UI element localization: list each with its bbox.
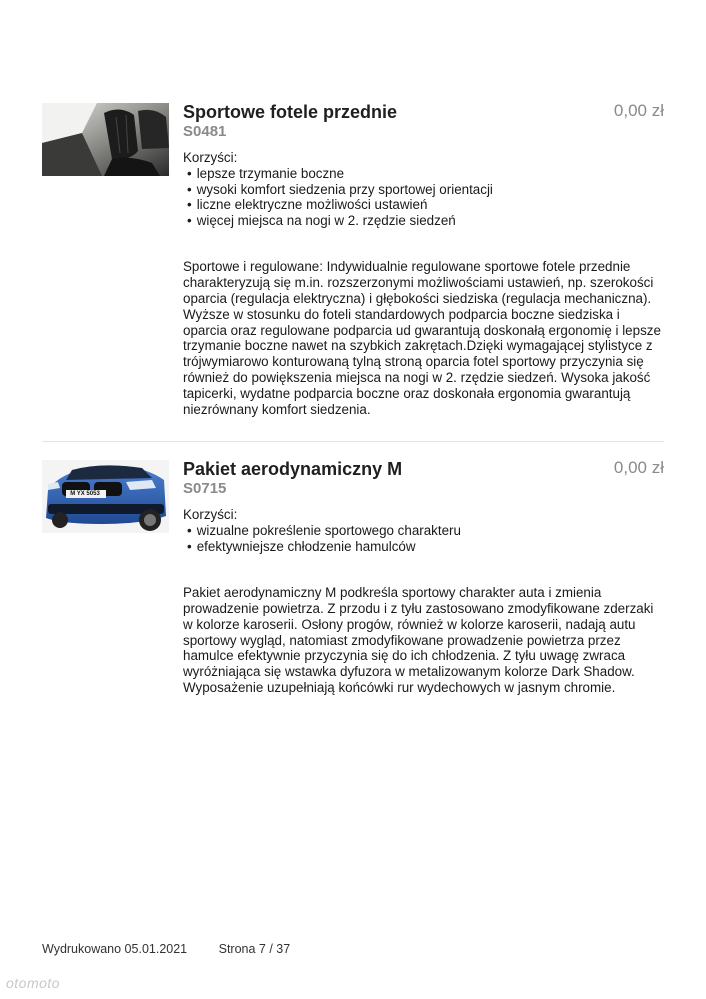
item-divider (42, 441, 664, 442)
benefit-item: • wizualne pokreślenie sportowego charakteru (183, 523, 664, 539)
watermark-logo: otomoto (6, 975, 61, 991)
benefit-item: • lepsze trzymanie boczne (183, 166, 664, 182)
benefits-heading: Korzyści: (183, 150, 238, 165)
page-footer (42, 942, 318, 956)
item-price: 0,00 zł (613, 458, 664, 477)
item-code: S0715 (183, 480, 227, 497)
benefit-item: • wysoki komfort siedzenia przy sportowej orientacji (183, 182, 664, 198)
benefits-list (183, 523, 664, 554)
car-front-photo-icon (42, 460, 169, 533)
item-code: S0481 (183, 123, 227, 140)
item-title: Pakiet aerodynamiczny M (183, 459, 403, 479)
benefits-list (183, 166, 664, 228)
benefit-item: • liczne elektryczne możliwości ustawień (183, 197, 664, 213)
item-description: Pakiet aerodynamiczny M podkreśla sportowy charakter auta i zmienia prowadzenie powietrza. Z przodu i z tyłu zastosowano zmodyfikowane zderzaki w kolorze karoserii. Osłony progów, również w kolorze karoserii, nadają autu sportowy wygląd, natomiast zmodyfikowane prowadzenie powietrza przez hamulce efektywnie przyczynia się do ich chłodzenia. Z tyłu uwagę zwraca wyróżniająca się wstawka dyfuzora w metalizowanym kolorze Dark Shadow. Wyposażenie uzupełniają końcówki rur wydechowych w jasnym chromie. (183, 585, 654, 695)
license-plate: M YX 5053 (70, 491, 100, 497)
item-info (183, 458, 664, 696)
car-seat-photo-icon (42, 103, 169, 176)
item-description: Sportowe i regulowane: Indywidualnie regulowane sportowe fotele przednie charakteryzują się m.in. rozszerzonymi możliwościami ustawień, np. szerokości oparcia (regulacja elektryczna) i głębokości siedziska (regulacja mechaniczna). Wyższe w stosunku do foteli standardowych podparcia boczne siedziska i oparcia oraz regulowane podparcia ud gwarantują doskonałą ergonomię i lepsze trzymanie boczne nawet na szybkich zakrętach.Dzięki wymagającej stylistyce z trójwymiarowo konturowaną tylną stroną oparcia fotel sportowy przyczynia się również do powiększenia miejsca na nogi w 2. rzędzie siedzeń. Wysoka jakość tapicerki, wydatne podparcia boczne oraz doskonała ergonomia gwarantują niezrównany komfort siedzenia. (183, 259, 661, 417)
benefit-item: • efektywniejsze chłodzenie hamulców (183, 539, 664, 555)
item-price: 0,00 zł (613, 101, 664, 120)
printed-date: Wydrukowano 05.01.2021 (42, 942, 188, 956)
page-number: Strona 7 / 37 (218, 942, 291, 956)
benefits-heading: Korzyści: (183, 507, 238, 522)
item-title: Sportowe fotele przednie (183, 102, 398, 122)
item-info (183, 101, 664, 417)
benefit-item: • więcej miejsca na nogi w 2. rzędzie siedzeń (183, 213, 664, 229)
